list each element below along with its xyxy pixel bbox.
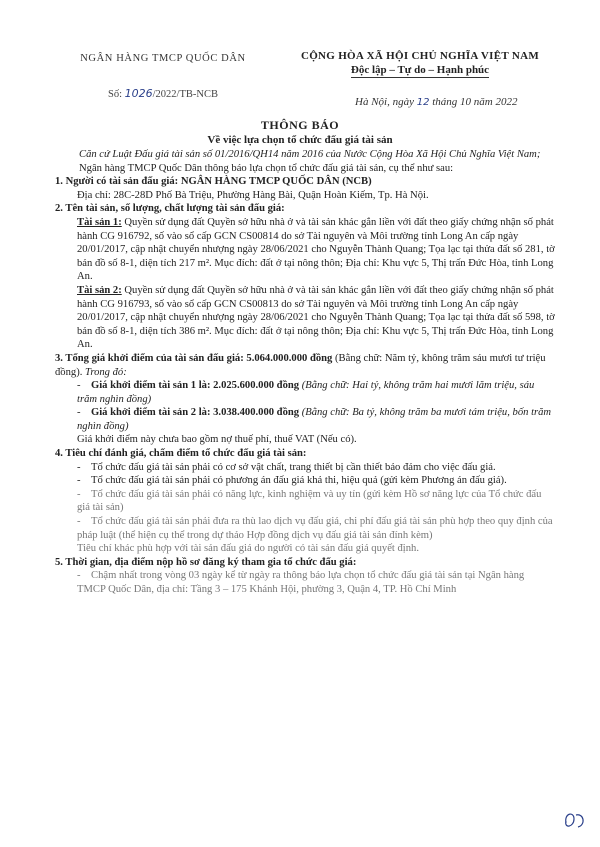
criterion-2-text: Tổ chức đấu giá tài sản phải có phương án đấu giá khả thi, hiệu quả (gửi kèm Phương án đấu giá). [91,475,507,487]
doc-no-prefix: Số: [108,89,123,100]
price-asset-2: - Giá khởi điểm tài sản 2 là: 3.038.400.000 đồng (Bằng chữ: Ba tỷ, không trăm ba mươi tám triệu, bốn trăm nghìn đồng) [77,407,552,432]
criterion-4: - Tổ chức đấu giá tài sản phải đưa ra thù lao dịch vụ đấu giá, chi phí đấu giá tài sản phù hợp theo quy định của pháp luật (thể hiện cụ thể trong dự thảo Hợp đồng dịch vụ đấu giá tài sản đính kèm) [77,516,553,541]
asset-1-label: Tài sản 1: [77,216,122,228]
submission-info: - Chậm nhất trong vòng 03 ngày kể từ ngày ra thông báo lựa chọn tổ chức đấu giá tài sản tại Ngân hàng TMCP Quốc Dân, địa chỉ: Tầng 3 – 175 Khánh Hội, phường 3, Quận 4, TP. Hồ Chí Minh [77,570,525,595]
asset-2-text: Quyền sử dụng đất Quyền sở hữu nhà ở và tài sản khác gắn liền với đất theo giấy chứng nhận số phát hành CG 916793, số vào sổ cấp GCN CS00813 do sở Tài nguyên và Môi trường tỉnh Long An cấp ngày 20/01/2017, cập nhật chuyển nhượng ngày 28/06/2021 cho Nguyễn Thành Quang; Tọa lạc tại thửa đất số 598, tờ bản đồ số 8-1, diện tích 386 m². Mục đích: đất ở tại nông thôn; Địa chỉ: Khu vực 5, Thị trấn Đức Hòa, tỉnh Long An. [77,284,555,351]
document-body [55,148,555,597]
motto: Độc lập – Tự do – Hạnh phúc [350,64,490,76]
issuer-name: NGÂN HÀNG TMCP QUỐC DÂN [80,53,246,64]
price-2-words: (Bằng chữ: Ba tỷ, không trăm ba mươi tám triệu, bốn trăm nghìn đồng) [77,407,552,432]
legal-basis: Căn cứ Luật Đấu giá tài sản số 01/2016/QH14 năm 2016 của Nước Cộng Hòa Xã Hội Chủ Nghĩa Việt Nam; [79,149,541,160]
document-subtitle: Về việc lựa chọn tổ chức đấu giá tài sản [207,134,393,146]
issuer-block [68,53,258,100]
criterion-3-text: Tổ chức đấu giá tài sản phải có năng lực, kinh nghiệm và uy tín (gửi kèm Hồ sơ năng lực của Tổ chức đấu giá tài sản) [77,488,542,514]
criterion-1-text: Tổ chức đấu giá tài sản phải có cơ sở vật chất, trang thiết bị cần thiết bảo đảm cho việc đấu giá. [91,461,496,473]
owner-address: Địa chỉ: 28C-28D Phố Bà Triệu, Phường Hàng Bài, Quận Hoàn Kiếm, Tp. Hà Nội. [77,189,429,201]
asset-1-text: Quyền sử dụng đất Quyền sở hữu nhà ở và tài sản khác gắn liền với đất theo giấy chứng nhận số phát hành CG 916792, số vào sổ cấp GCN CS00814 do sở Tài nguyên và Môi trường tỉnh Long An cấp ngày 20/01/2017, cập nhật chuyển nhượng ngày 28/06/2021 cho Nguyễn Thành Quang; Tọa lạc tại thửa đất số 281, tờ bản đồ số 8-1, diện tích 217 m². Mục đích: đất ở tại nông thôn; Địa chỉ: Khu vực 5, Thị trấn Đức Hòa, tỉnh Long An. [77,216,555,283]
section-2-heading: 2. Tên tài sản, số lượng, chất lượng tài sản đấu giá: [55,203,285,215]
national-heading [270,50,570,76]
section-4-heading: 4. Tiêu chí đánh giá, chấm điểm tổ chức đấu giá tài sản: [55,448,307,460]
total-price-words: (Bằng chữ: Năm tỷ, không trăm sáu mươi tư triệu đồng). [55,352,546,378]
price-2-value: Giá khởi điểm tài sản 2 là: 3.038.400.000 đồng [91,407,300,419]
date-day-handwritten: 12 [416,97,430,108]
vat-note: Giá khởi điểm này chưa bao gồm nợ thuế phí, thuế VAT (Nếu có). [77,434,357,446]
document-date [355,96,517,108]
asset-1 [55,216,555,284]
section-1 [55,175,555,189]
section-3 [55,352,555,379]
price-asset-1: - Giá khởi điểm tài sản 1 là: 2.025.600.000 đồng (Bằng chữ: Hai tỷ, không trăm hai mươi lăm triệu, sáu trăm nghìn đồng) [77,380,535,405]
price-1-value: Giá khởi điểm tài sản 1 là: 2.025.600.000 đồng [91,380,300,392]
notice-intro: Ngân hàng TMCP Quốc Dân thông báo lựa chọn tổ chức đấu giá tài sản, cụ thể như sau: [79,162,454,174]
document-title: THÔNG BÁO [260,118,340,132]
submission-text: Chậm nhất trong vòng 03 ngày kể từ ngày ra thông báo lựa chọn tổ chức đấu giá tài sản tại Ngân hàng TMCP Quốc Dân, địa chỉ: Tầng 3 – 175 Khánh Hội, phường 3, Quận 4, TP. Hồ Chí Minh [77,570,525,595]
date-suffix: tháng 10 năm 2022 [432,96,518,108]
date-prefix: Hà Nội, ngày [355,96,414,108]
asset-2-label: Tài sản 2: [77,284,122,296]
criterion-1: - Tổ chức đấu giá tài sản phải có cơ sở vật chất, trang thiết bị cần thiết bảo đảm cho việc đấu giá. [77,461,496,473]
criterion-4-text: Tổ chức đấu giá tài sản phải đưa ra thù lao dịch vụ đấu giá, chi phí đấu giá tài sản phù hợp theo quy định của pháp luật (thể hiện cụ thể trong dự thảo Hợp đồng dịch vụ đấu giá tài sản đính kèm) [77,516,553,541]
asset-owner: NGÂN HÀNG TMCP QUỐC DÂN (NCB) [180,176,372,188]
asset-2 [55,284,555,352]
section-1-heading: 1. Người có tài sản đấu giá: [55,176,179,188]
price-1-words: (Bằng chữ: Hai tỷ, không trăm hai mươi lăm triệu, sáu trăm nghìn đồng) [77,380,535,405]
doc-no-suffix: /2022/TB-NCB [152,89,218,100]
section-5-heading: 5. Thời gian, địa điểm nộp hồ sơ đăng ký tham gia tổ chức đấu giá: [55,556,357,568]
criterion-3: - Tổ chức đấu giá tài sản phải có năng lực, kinh nghiệm và uy tín (gửi kèm Hồ sơ năng lực của Tổ chức đấu giá tài sản) [77,488,542,514]
document-number [68,87,258,100]
initials-mark [560,805,590,835]
criterion-2: - Tổ chức đấu giá tài sản phải có phương án đấu giá khả thi, hiệu quả (gửi kèm Phương án đấu giá). [77,475,507,487]
section-3-heading: 3. Tổng giá khởi điểm của tài sản đấu giá: 5.064.000.000 đồng [55,352,333,364]
doc-no-handwritten: 1026 [124,87,153,100]
criterion-5: Tiêu chí khác phù hợp với tài sản đấu giá do người có tài sản đấu giá quyết định. [77,543,419,555]
nation-title: CỘNG HÒA XÃ HỘI CHỦ NGHĨA VIỆT NAM [300,50,540,62]
in-which-label: Trong đó: [85,366,127,378]
